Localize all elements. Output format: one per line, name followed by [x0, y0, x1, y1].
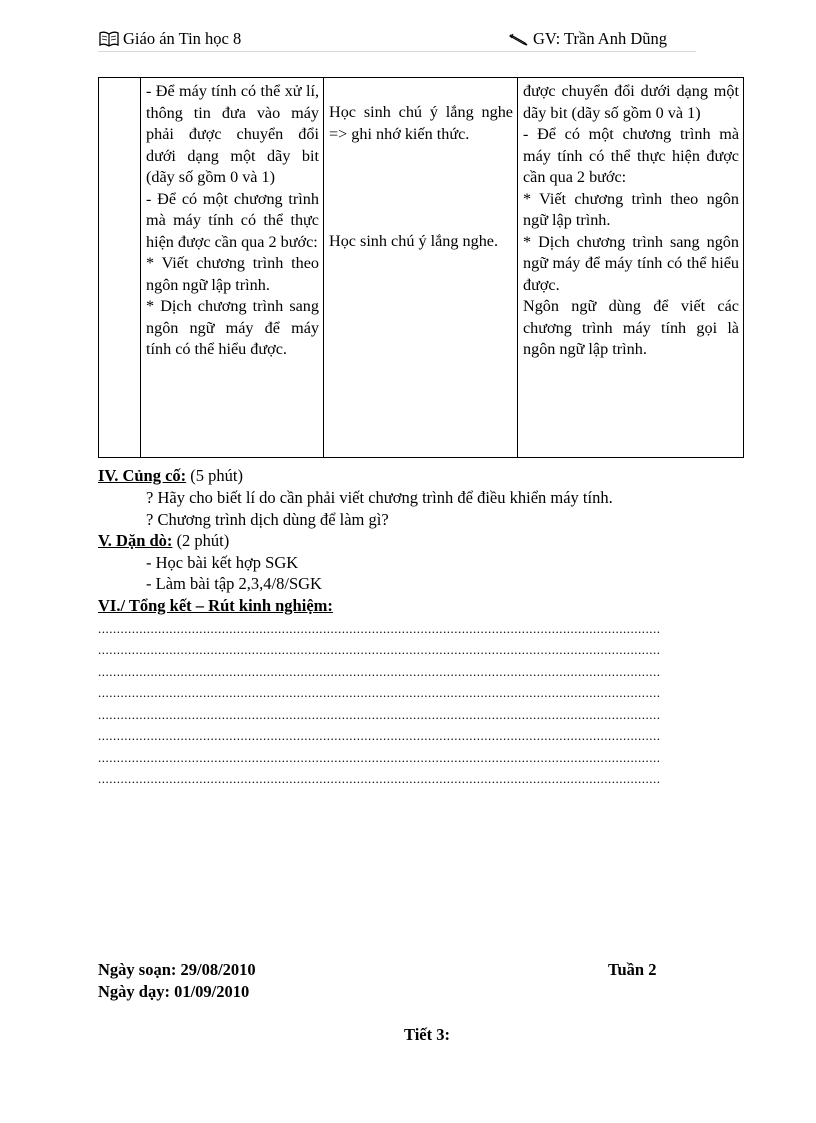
pencil-icon — [508, 31, 530, 47]
section-time: (5 phút) — [186, 466, 243, 485]
table-cell-student — [324, 78, 518, 458]
dotted-line: ...................................................................................................................................................... — [98, 729, 661, 743]
homework-item: - Làm bài tập 2,3,4/8/SGK — [146, 574, 322, 593]
section-homework — [98, 530, 229, 552]
period-label: Tiết 3: — [404, 1025, 450, 1044]
week-label: Tuần 2 — [608, 960, 657, 979]
dotted-line: ...................................................................................................................................................... — [98, 665, 661, 679]
notes-paragraph: được chuyển đổi dưới dạng một dãy bit (dãy số gồm 0 và 1) — [523, 82, 739, 122]
table-cell-empty — [99, 78, 141, 458]
lesson-table — [98, 77, 744, 458]
section-review — [98, 465, 243, 487]
teach-date: Ngày dạy: 01/09/2010 — [98, 982, 250, 1001]
notes-paragraph: * Viết chương trình theo ngôn ngữ lập trình. — [523, 189, 739, 229]
notes-paragraph: - Để có một chương trình mà máy tính có thể thực hiện được cần qua 2 bước: — [523, 125, 739, 186]
table-row — [99, 78, 744, 458]
dotted-line: ...................................................................................................................................................... — [98, 643, 661, 657]
table-cell-content — [141, 78, 324, 458]
dotted-line: ...................................................................................................................................................... — [98, 686, 661, 700]
header-right — [508, 29, 667, 49]
content-paragraph: * Viết chương trình theo ngôn ngữ lập trình. — [146, 254, 319, 294]
review-question: ? Hãy cho biết lí do cần phải viết chương trình để điều khiển máy tính. — [146, 488, 613, 507]
notes-paragraph: Ngôn ngữ dùng để viết các chương trình máy tính gọi là ngôn ngữ lập trình. — [523, 297, 739, 358]
header-teacher: GV: Trần Anh Dũng — [533, 29, 668, 48]
review-question: ? Chương trình dịch dùng để làm gì? — [146, 510, 389, 529]
content-paragraph: * Dịch chương trình sang ngôn ngữ máy để máy tính có thể hiểu được. — [146, 297, 319, 358]
content-paragraph: - Để máy tính có thể xử lí, thông tin đưa vào máy phải được chuyển đổi dưới dạng một dãy bit (dãy số gồm 0 và 1) — [146, 82, 319, 186]
dotted-line: ...................................................................................................................................................... — [98, 708, 661, 722]
notes-paragraph: * Dịch chương trình sang ngôn ngữ máy để máy tính có thể hiểu được. — [523, 232, 739, 294]
section-time: (2 phút) — [172, 531, 230, 550]
header-title: Giáo án Tin học 8 — [123, 29, 242, 48]
dotted-line: ...................................................................................................................................................... — [98, 751, 661, 765]
section-heading: VI./ Tổng kết – Rút kinh nghiệm: — [98, 596, 333, 615]
open-book-icon — [98, 31, 120, 47]
student-activity: Học sinh chú ý lắng nghe. — [329, 232, 499, 250]
page-header — [98, 29, 696, 52]
prep-date: Ngày soạn: 29/08/2010 — [98, 960, 256, 979]
section-summary — [98, 595, 333, 617]
section-heading: IV. Củng cố: — [98, 466, 187, 485]
section-heading: V. Dặn dò: — [98, 531, 173, 550]
header-left — [98, 29, 241, 49]
content-paragraph: - Để có một chương trình mà máy tính có thể thực hiện được cần qua 2 bước: — [146, 189, 319, 251]
homework-item: - Học bài kết hợp SGK — [146, 553, 299, 572]
table-cell-notes — [518, 78, 744, 458]
dotted-line: ...................................................................................................................................................... — [98, 622, 661, 636]
dotted-line: ...................................................................................................................................................... — [98, 772, 661, 786]
student-activity: Học sinh chú ý lắng nghe => ghi nhớ kiến thức. — [329, 103, 513, 143]
